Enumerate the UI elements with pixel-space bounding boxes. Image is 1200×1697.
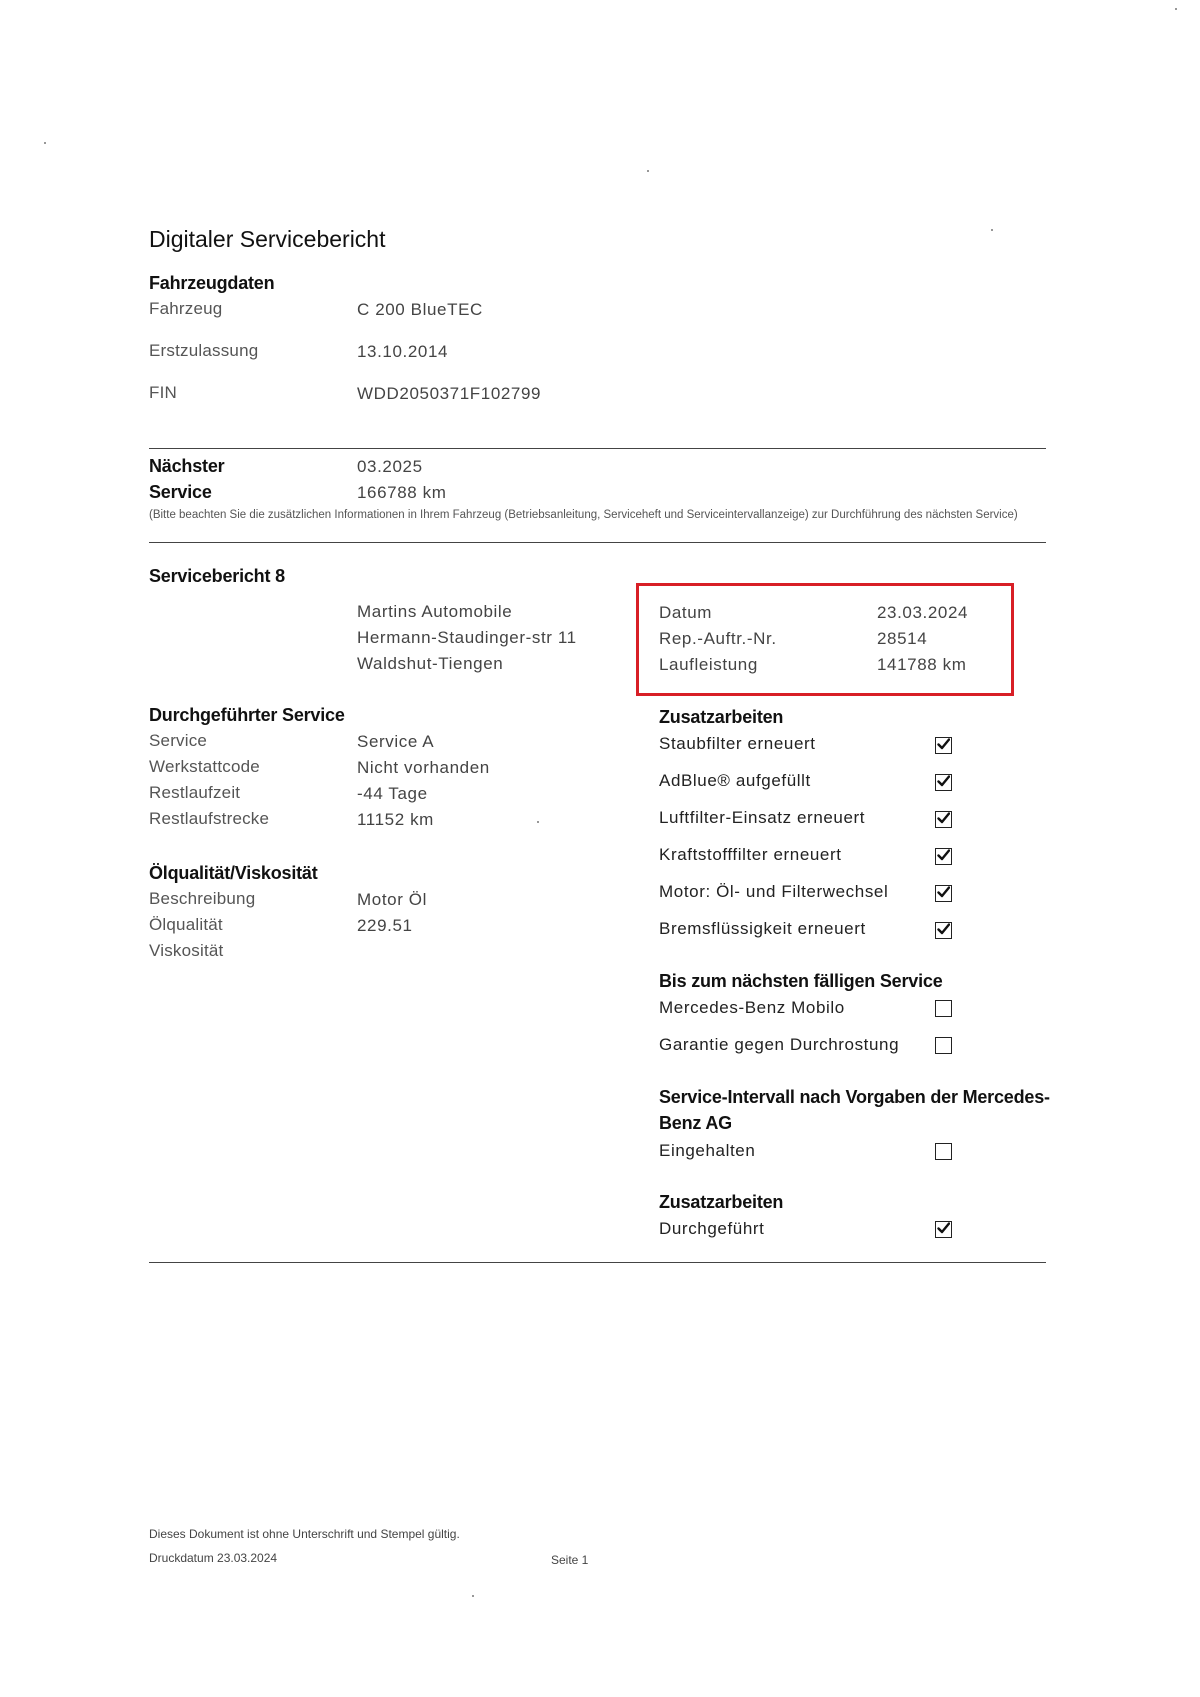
vin-value: WDD2050371F102799	[357, 384, 542, 403]
remaining-distance-value: 11152 km	[357, 810, 434, 829]
service-type-value: Service A	[357, 732, 435, 751]
divider-middle	[149, 542, 1046, 543]
date-value: 23.03.2024	[877, 603, 969, 622]
service-interval-heading-line2: Benz AG	[659, 1113, 732, 1133]
scan-speck	[647, 170, 649, 172]
next-service-km: 166788 km	[357, 483, 447, 502]
print-date: Druckdatum 23.03.2024	[149, 1551, 278, 1565]
brake-fluid-label: Bremsflüssigkeit erneuert	[659, 919, 866, 938]
oil-change-checkbox[interactable]	[935, 885, 952, 902]
viscosity-label: Viskosität	[149, 941, 224, 960]
workshop-street: Hermann-Staudinger-str 11	[357, 628, 577, 647]
scan-speck	[991, 229, 993, 231]
scan-speck	[1175, 8, 1177, 10]
dust-filter-label: Staubfilter erneuert	[659, 734, 816, 753]
interval-kept-checkbox[interactable]	[935, 1143, 952, 1160]
brake-fluid-checkbox[interactable]	[935, 922, 952, 939]
oil-description-value: Motor Öl	[357, 890, 427, 909]
next-service-note: (Bitte beachten Sie die zusätzlichen Informationen in Ihrem Fahrzeug (Betriebsanleitung, Serviceheft und Serviceintervallanzeige) zur Durchführung des nächsten Service)	[149, 509, 1018, 521]
checkmark-icon	[937, 849, 950, 862]
workshop-city: Waldshut-Tiengen	[357, 654, 504, 673]
workshop-code-label: Werkstattcode	[149, 757, 260, 776]
next-service-label-line1: Nächster	[149, 456, 225, 476]
next-service-date: 03.2025	[357, 457, 423, 476]
performed-label: Durchgeführt	[659, 1219, 765, 1238]
mobilo-label: Mercedes-Benz Mobilo	[659, 998, 845, 1017]
checkmark-icon	[937, 886, 950, 899]
workshop-code-value: Nicht vorhanden	[357, 758, 490, 777]
checkmark-icon	[937, 1222, 950, 1235]
scan-speck	[537, 821, 539, 823]
remaining-time-value: -44 Tage	[357, 784, 428, 803]
repair-order-value: 28514	[877, 629, 928, 648]
mileage-value: 141788 km	[877, 655, 967, 674]
performed-service-heading: Durchgeführter Service	[149, 705, 345, 725]
document-title: Digitaler Servicebericht	[149, 226, 386, 252]
rust-warranty-checkbox[interactable]	[935, 1037, 952, 1054]
air-filter-checkbox[interactable]	[935, 811, 952, 828]
workshop-name: Martins Automobile	[357, 602, 513, 621]
divider-bottom	[149, 1262, 1046, 1263]
service-report-heading: Servicebericht 8	[149, 566, 285, 586]
adblue-checkbox[interactable]	[935, 774, 952, 791]
adblue-label: AdBlue® aufgefüllt	[659, 771, 811, 790]
oil-quality-heading: Ölqualität/Viskosität	[149, 863, 318, 883]
remaining-time-label: Restlaufzeit	[149, 783, 241, 802]
rust-warranty-label: Garantie gegen Durchrostung	[659, 1035, 900, 1054]
oil-quality-value: 229.51	[357, 916, 413, 935]
repair-order-label: Rep.-Auftr.-Nr.	[659, 629, 777, 648]
dust-filter-checkbox[interactable]	[935, 737, 952, 754]
service-interval-heading-line1: Service-Intervall nach Vorgaben der Mercedes-	[659, 1087, 1050, 1107]
fuel-filter-checkbox[interactable]	[935, 848, 952, 865]
vehicle-model-label: Fahrzeug	[149, 299, 223, 318]
scan-speck	[472, 1595, 474, 1597]
scan-speck	[44, 142, 46, 144]
checkmark-icon	[937, 775, 950, 788]
remaining-distance-label: Restlaufstrecke	[149, 809, 270, 828]
performed-checkbox[interactable]	[935, 1221, 952, 1238]
divider-top	[149, 448, 1046, 449]
vehicle-model-value: C 200 BlueTEC	[357, 300, 483, 319]
air-filter-label: Luftfilter-Einsatz erneuert	[659, 808, 866, 827]
additional-work-heading: Zusatzarbeiten	[659, 707, 784, 727]
oil-description-label: Beschreibung	[149, 889, 256, 908]
first-registration-value: 13.10.2014	[357, 342, 449, 361]
oil-change-label: Motor: Öl- und Filterwechsel	[659, 882, 889, 901]
vehicle-data-heading: Fahrzeugdaten	[149, 273, 275, 293]
interval-kept-label: Eingehalten	[659, 1141, 756, 1160]
date-label: Datum	[659, 603, 713, 622]
vin-label: FIN	[149, 383, 177, 402]
oil-quality-label: Ölqualität	[149, 915, 223, 934]
checkmark-icon	[937, 923, 950, 936]
until-next-service-heading: Bis zum nächsten fälligen Service	[659, 971, 943, 991]
mileage-label: Laufleistung	[659, 655, 758, 674]
service-type-label: Service	[149, 731, 208, 750]
page-number: Seite 1	[551, 1553, 589, 1567]
fuel-filter-label: Kraftstofffilter erneuert	[659, 845, 842, 864]
checkmark-icon	[937, 738, 950, 751]
first-registration-label: Erstzulassung	[149, 341, 259, 360]
additional-work-2-heading: Zusatzarbeiten	[659, 1192, 784, 1212]
validity-note: Dieses Dokument ist ohne Unterschrift und Stempel gültig.	[149, 1527, 460, 1541]
checkmark-icon	[937, 812, 950, 825]
next-service-label-line2: Service	[149, 482, 212, 502]
mobilo-checkbox[interactable]	[935, 1000, 952, 1017]
